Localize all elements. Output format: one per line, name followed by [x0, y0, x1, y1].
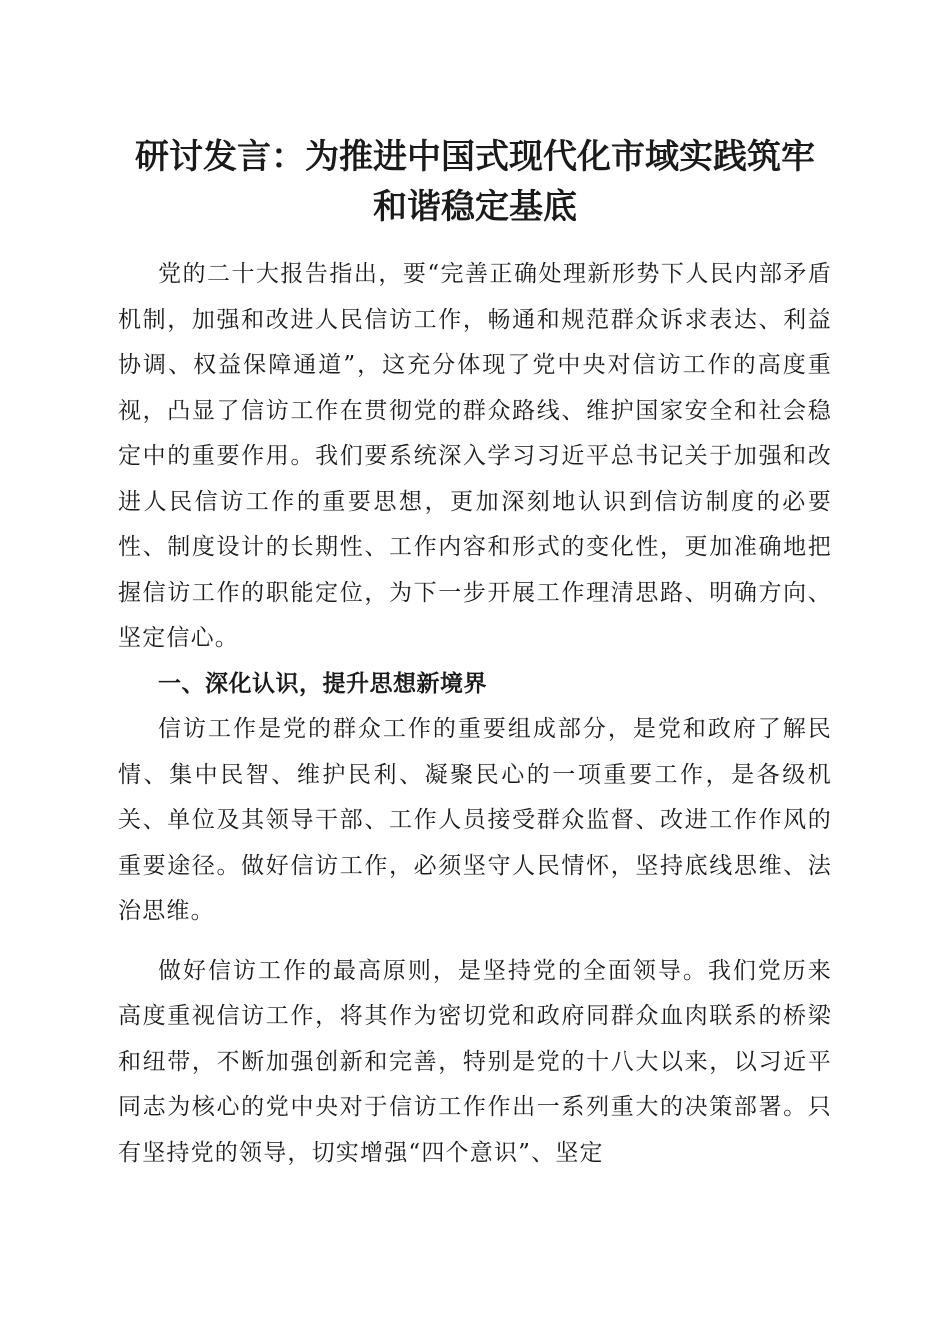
document-body — [118, 252, 832, 1176]
paragraph-intro: 党的二十大报告指出，要“完善正确处理新形势下人民内部矛盾机制，加强和改进人民信访工作，畅通和规范群众诉求表达、利益协调、权益保障通道”，这充分体现了党中央对信访工作的高度重视，凸显了信访工作在贯彻党的群众路线、维护国家安全和社会稳定中的重要作用。我们要系统深入学习习近平总书记关于加强和改进人民信访工作的重要思想，更加深刻地认识到信访制度的必要性、制度设计的长期性、工作内容和形式的变化性，更加准确地把握信访工作的职能定位，为下一步开展工作理清思路、明确方向、坚定信心。 — [118, 261, 832, 651]
title-line-1: 研讨发言：为推进中国式现代化市域实践筑牢 — [135, 137, 815, 177]
paragraph-section1-a: 信访工作是党的群众工作的重要组成部分，是党和政府了解民情、集中民智、维护民利、凝聚民心的一项重要工作，是各级机关、单位及其领导干部、工作人员接受群众监督、改进工作作风的重要途径。做好信访工作，必须坚守人民情怀，坚持底线思维、法治思维。 — [118, 716, 832, 924]
title-line-2: 和谐稳定基底 — [373, 187, 577, 227]
document-title — [100, 132, 850, 232]
section-heading-1: 一、深化认识，提升思想新境界 — [158, 670, 487, 697]
paragraph-section1-b: 做好信访工作的最高原则，是坚持党的全面领导。我们党历来高度重视信访工作，将其作为密切党和政府同群众血肉联系的桥梁和纽带，不断加强创新和完善，特别是党的十八大以来，以习近平同志为核心的党中央对于信访工作作出一系列重大的决策部署。只有坚持党的领导，切实增强“四个意识”、坚定 — [118, 957, 832, 1166]
